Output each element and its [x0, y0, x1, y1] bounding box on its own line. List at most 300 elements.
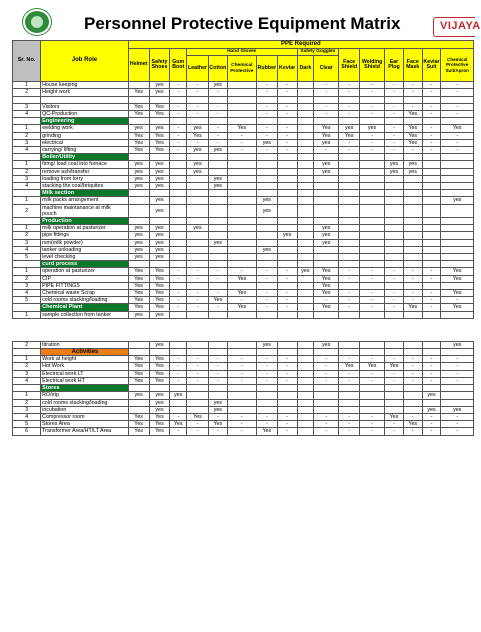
row-value-cell: [227, 341, 256, 348]
row-job-role: remove ash/transfer: [41, 168, 129, 175]
row-value-cell: -: [170, 139, 187, 146]
row-value-cell: Yes: [227, 275, 256, 282]
row-value-cell: yes: [149, 406, 170, 413]
row-value-cell: -: [314, 103, 339, 110]
row-value-cell: -: [256, 377, 277, 384]
row-value-cell: [385, 399, 404, 406]
section-row: [13, 261, 474, 268]
row-value-cell: -: [314, 428, 339, 435]
row-value-cell: -: [208, 304, 227, 311]
row-value-cell: [277, 118, 297, 125]
row-value-cell: -: [256, 125, 277, 132]
row-value-cell: [339, 392, 360, 399]
row-value-cell: [256, 183, 277, 190]
row-value-cell: yes: [149, 168, 170, 175]
row-value-cell: -: [339, 89, 360, 96]
row-sno: 2: [13, 132, 41, 139]
row-value-cell: [170, 385, 187, 392]
row-value-cell: yes: [360, 125, 385, 132]
row-sno: 2: [13, 168, 41, 175]
row-value-cell: -: [314, 413, 339, 420]
row-value-cell: [227, 204, 256, 217]
row-value-cell: -: [403, 377, 422, 384]
row-value-cell: [256, 161, 277, 168]
row-job-role: level checking: [41, 254, 129, 261]
row-value-cell: [339, 341, 360, 348]
row-value-cell: Yes: [403, 421, 422, 428]
row-value-cell: yes: [128, 161, 149, 168]
row-value-cell: [256, 96, 277, 103]
row-value-cell: [422, 311, 441, 318]
row-value-cell: -: [441, 377, 474, 384]
row-value-cell: [422, 197, 441, 204]
row-value-cell: -: [422, 297, 441, 304]
row-value-cell: -: [385, 110, 404, 117]
row-job-role: Chemical Plant: [41, 304, 129, 311]
header-col-ear-plug: Ear Plug: [385, 49, 404, 82]
row-value-cell: -: [385, 275, 404, 282]
row-value-cell: -: [422, 377, 441, 384]
row-value-cell: [149, 190, 170, 197]
row-value-cell: -: [277, 125, 297, 132]
row-value-cell: -: [403, 413, 422, 420]
row-value-cell: [339, 96, 360, 103]
row-value-cell: yes: [187, 147, 209, 154]
row-value-cell: [227, 103, 256, 110]
row-value-cell: -: [339, 413, 360, 420]
row-value-cell: -: [187, 89, 209, 96]
table-row: [13, 399, 474, 406]
row-value-cell: [385, 154, 404, 161]
row-value-cell: [360, 96, 385, 103]
row-value-cell: Yes: [314, 282, 339, 289]
row-value-cell: [256, 168, 277, 175]
row-value-cell: [149, 118, 170, 125]
row-value-cell: [297, 370, 314, 377]
row-value-cell: -: [441, 356, 474, 363]
section-row: [13, 218, 474, 225]
table-row: [13, 89, 474, 96]
row-value-cell: yes: [149, 225, 170, 232]
row-value-cell: [297, 232, 314, 239]
row-value-cell: yes: [403, 161, 422, 168]
row-job-role: welding work: [41, 125, 129, 132]
row-value-cell: [170, 261, 187, 268]
table-row: [13, 268, 474, 275]
row-value-cell: yes: [187, 225, 209, 232]
row-value-cell: -: [187, 275, 209, 282]
table-row: [13, 125, 474, 132]
table-row: [13, 297, 474, 304]
row-value-cell: [339, 311, 360, 318]
row-value-cell: yes: [149, 161, 170, 168]
row-value-cell: -: [441, 103, 474, 110]
row-value-cell: -: [360, 132, 385, 139]
row-value-cell: Yes: [128, 290, 149, 297]
row-value-cell: [227, 168, 256, 175]
row-value-cell: [297, 103, 314, 110]
row-value-cell: -: [385, 139, 404, 146]
row-sno: 4: [13, 246, 41, 253]
row-value-cell: [360, 183, 385, 190]
row-value-cell: [227, 154, 256, 161]
row-value-cell: -: [422, 290, 441, 297]
row-value-cell: -: [422, 356, 441, 363]
section-row: [13, 385, 474, 392]
row-value-cell: -: [277, 110, 297, 117]
row-value-cell: -: [277, 103, 297, 110]
row-value-cell: [227, 232, 256, 239]
table-row: [13, 204, 474, 217]
table-row: [13, 290, 474, 297]
row-value-cell: -: [360, 421, 385, 428]
row-sno: [13, 118, 41, 125]
table-row: [13, 428, 474, 435]
row-value-cell: Yes: [128, 132, 149, 139]
row-value-cell: -: [277, 268, 297, 275]
row-value-cell: [314, 246, 339, 253]
row-value-cell: -: [277, 413, 297, 420]
row-value-cell: -: [339, 139, 360, 146]
row-value-cell: -: [385, 304, 404, 311]
row-value-cell: [403, 225, 422, 232]
row-value-cell: [208, 349, 227, 356]
row-value-cell: yes: [256, 341, 277, 348]
row-value-cell: -: [277, 428, 297, 435]
row-value-cell: [441, 282, 474, 289]
row-value-cell: [297, 428, 314, 435]
row-value-cell: -: [360, 268, 385, 275]
row-value-cell: -: [339, 275, 360, 282]
row-value-cell: yes: [149, 392, 170, 399]
row-value-cell: [277, 311, 297, 318]
row-value-cell: -: [441, 147, 474, 154]
row-value-cell: [441, 96, 474, 103]
row-value-cell: [297, 204, 314, 217]
row-job-role: [41, 96, 129, 103]
row-value-cell: -: [187, 370, 209, 377]
row-value-cell: [227, 218, 256, 225]
row-value-cell: -: [187, 139, 209, 146]
row-sno: 1: [13, 356, 41, 363]
row-value-cell: [441, 254, 474, 261]
row-value-cell: [441, 232, 474, 239]
row-sno: 5: [13, 421, 41, 428]
row-sno: [13, 304, 41, 311]
row-value-cell: [256, 311, 277, 318]
row-value-cell: -: [277, 370, 297, 377]
row-sno: 3: [13, 370, 41, 377]
row-job-role: Visitors: [41, 103, 129, 110]
row-value-cell: Yes: [385, 363, 404, 370]
row-value-cell: -: [403, 147, 422, 154]
row-value-cell: [441, 246, 474, 253]
row-value-cell: [297, 341, 314, 348]
row-value-cell: [385, 225, 404, 232]
row-value-cell: -: [187, 428, 209, 435]
row-value-cell: -: [208, 132, 227, 139]
row-value-cell: Yes: [339, 132, 360, 139]
row-value-cell: -: [208, 110, 227, 117]
row-value-cell: -: [360, 110, 385, 117]
row-value-cell: Yes: [208, 421, 227, 428]
header-col-leather: Leather: [187, 56, 209, 82]
row-value-cell: -: [422, 421, 441, 428]
row-job-role: operation at pasturizer: [41, 268, 129, 275]
row-value-cell: -: [170, 132, 187, 139]
header-col-rubber: Rubber: [256, 56, 277, 82]
row-value-cell: [385, 349, 404, 356]
row-value-cell: -: [441, 428, 474, 435]
row-value-cell: [277, 154, 297, 161]
row-value-cell: [208, 218, 227, 225]
row-value-cell: [403, 399, 422, 406]
row-value-cell: [170, 197, 187, 204]
row-value-cell: -: [385, 297, 404, 304]
row-value-cell: -: [170, 103, 187, 110]
row-sno: [13, 349, 41, 356]
row-sno: 1: [13, 197, 41, 204]
table-row: [13, 341, 474, 348]
row-value-cell: -: [385, 356, 404, 363]
row-value-cell: yes: [208, 399, 227, 406]
row-value-cell: [385, 175, 404, 182]
section-row: [13, 118, 474, 125]
row-value-cell: [227, 225, 256, 232]
row-value-cell: [277, 349, 297, 356]
row-value-cell: -: [208, 356, 227, 363]
row-value-cell: [422, 218, 441, 225]
row-job-role: Stores Area: [41, 421, 129, 428]
row-value-cell: -: [403, 82, 422, 89]
row-value-cell: [170, 190, 187, 197]
row-value-cell: [227, 349, 256, 356]
row-value-cell: -: [256, 304, 277, 311]
row-value-cell: [227, 82, 256, 89]
row-value-cell: [297, 311, 314, 318]
row-value-cell: -: [256, 363, 277, 370]
row-value-cell: -: [422, 413, 441, 420]
row-value-cell: -: [422, 103, 441, 110]
row-job-role: Electrical work LT: [41, 370, 129, 377]
row-value-cell: -: [227, 147, 256, 154]
row-value-cell: [360, 225, 385, 232]
row-value-cell: [187, 239, 209, 246]
row-value-cell: Yes: [128, 356, 149, 363]
row-value-cell: [277, 190, 297, 197]
row-value-cell: -: [256, 147, 277, 154]
row-sno: 1: [13, 311, 41, 318]
row-value-cell: Yes: [149, 363, 170, 370]
row-value-cell: [297, 363, 314, 370]
row-value-cell: [277, 204, 297, 217]
row-value-cell: -: [339, 356, 360, 363]
row-value-cell: -: [385, 377, 404, 384]
row-value-cell: [187, 232, 209, 239]
row-value-cell: -: [403, 103, 422, 110]
row-value-cell: -: [170, 377, 187, 384]
row-value-cell: [403, 197, 422, 204]
row-value-cell: [277, 96, 297, 103]
table-row: [13, 275, 474, 282]
row-value-cell: -: [170, 370, 187, 377]
row-value-cell: Yes: [227, 290, 256, 297]
row-value-cell: [227, 183, 256, 190]
row-value-cell: [339, 225, 360, 232]
row-value-cell: [385, 246, 404, 253]
row-value-cell: [297, 297, 314, 304]
row-value-cell: -: [441, 82, 474, 89]
row-job-role: firing/ load coal into furnace: [41, 161, 129, 168]
row-value-cell: -: [403, 89, 422, 96]
row-value-cell: yes: [187, 168, 209, 175]
row-value-cell: -: [277, 139, 297, 146]
row-value-cell: -: [385, 428, 404, 435]
row-value-cell: yes: [149, 341, 170, 348]
row-value-cell: -: [385, 125, 404, 132]
row-value-cell: [227, 190, 256, 197]
row-value-cell: yes: [314, 225, 339, 232]
row-value-cell: Yes: [149, 290, 170, 297]
row-value-cell: [227, 261, 256, 268]
row-value-cell: [128, 118, 149, 125]
row-value-cell: Yes: [339, 363, 360, 370]
row-value-cell: [314, 96, 339, 103]
row-value-cell: Yes: [441, 125, 474, 132]
header-col-dark: Dark: [297, 56, 314, 82]
row-value-cell: Yes: [149, 268, 170, 275]
matrix-body: [13, 82, 474, 435]
row-job-role: milk operation at pasturizer: [41, 225, 129, 232]
page-header: [0, 0, 481, 40]
row-job-role-line1: machine maintanance at milk: [42, 204, 111, 211]
row-value-cell: [297, 377, 314, 384]
row-value-cell: Yes: [149, 356, 170, 363]
row-value-cell: [297, 147, 314, 154]
row-value-cell: [422, 341, 441, 348]
brand-logo: VIJAYA: [433, 17, 475, 37]
row-value-cell: -: [314, 82, 339, 89]
table-row: [13, 363, 474, 370]
row-value-cell: -: [277, 275, 297, 282]
row-value-cell: -: [339, 82, 360, 89]
row-value-cell: Yes: [149, 428, 170, 435]
row-value-cell: -: [227, 132, 256, 139]
row-value-cell: [256, 385, 277, 392]
row-value-cell: [187, 261, 209, 268]
row-value-cell: [170, 204, 187, 217]
row-value-cell: Yes: [128, 110, 149, 117]
row-value-cell: Yes: [441, 268, 474, 275]
row-value-cell: Yes: [128, 413, 149, 420]
header-sno: Sr. No.: [13, 41, 41, 82]
row-value-cell: Yes: [128, 147, 149, 154]
row-value-cell: [385, 341, 404, 348]
row-value-cell: [170, 218, 187, 225]
row-value-cell: yes: [277, 232, 297, 239]
row-value-cell: [422, 232, 441, 239]
row-job-role: Production: [41, 218, 129, 225]
row-value-cell: -: [422, 370, 441, 377]
row-value-cell: [277, 254, 297, 261]
row-value-cell: [297, 96, 314, 103]
row-value-cell: -: [314, 147, 339, 154]
row-value-cell: Yes: [149, 370, 170, 377]
row-value-cell: [128, 96, 149, 103]
row-value-cell: Yes: [128, 377, 149, 384]
row-value-cell: [385, 232, 404, 239]
table-row: [13, 421, 474, 428]
table-row: [13, 370, 474, 377]
row-value-cell: Yes: [149, 132, 170, 139]
row-value-cell: -: [256, 82, 277, 89]
row-value-cell: Yes: [403, 304, 422, 311]
row-value-cell: -: [170, 356, 187, 363]
row-value-cell: [256, 239, 277, 246]
row-value-cell: [297, 413, 314, 420]
row-value-cell: [385, 197, 404, 204]
row-value-cell: [339, 246, 360, 253]
row-value-cell: Yes: [187, 413, 209, 420]
row-value-cell: [339, 282, 360, 289]
table-row: [13, 139, 474, 146]
row-value-cell: [208, 190, 227, 197]
row-value-cell: [385, 311, 404, 318]
row-value-cell: [403, 218, 422, 225]
row-value-cell: [422, 168, 441, 175]
row-value-cell: [339, 118, 360, 125]
header-col-welding-shield: Welding Shield: [360, 49, 385, 82]
row-value-cell: -: [422, 304, 441, 311]
table-row: [13, 392, 474, 399]
row-sno: 1: [13, 392, 41, 399]
row-value-cell: [360, 282, 385, 289]
row-value-cell: [256, 399, 277, 406]
row-value-cell: -: [360, 275, 385, 282]
row-value-cell: [314, 392, 339, 399]
row-value-cell: [187, 118, 209, 125]
row-value-cell: -: [385, 103, 404, 110]
row-value-cell: [297, 197, 314, 204]
row-value-cell: [422, 161, 441, 168]
row-value-cell: yes: [149, 125, 170, 132]
row-value-cell: [403, 175, 422, 182]
row-value-cell: -: [441, 89, 474, 96]
row-value-cell: [441, 225, 474, 232]
row-value-cell: [227, 254, 256, 261]
row-value-cell: [360, 392, 385, 399]
row-value-cell: Yes: [149, 421, 170, 428]
row-value-cell: [360, 254, 385, 261]
row-value-cell: yes: [256, 246, 277, 253]
row-value-cell: yes: [314, 341, 339, 348]
row-value-cell: [170, 154, 187, 161]
row-value-cell: [128, 82, 149, 89]
row-value-cell: yes: [149, 254, 170, 261]
row-value-cell: [208, 204, 227, 217]
row-value-cell: Yes: [149, 103, 170, 110]
row-value-cell: [297, 349, 314, 356]
row-value-cell: [277, 392, 297, 399]
row-job-role: Electrical work HT: [41, 377, 129, 384]
row-value-cell: -: [256, 370, 277, 377]
row-value-cell: -: [385, 82, 404, 89]
row-value-cell: yes: [128, 225, 149, 232]
row-value-cell: [128, 406, 149, 413]
row-value-cell: -: [385, 370, 404, 377]
row-value-cell: [403, 96, 422, 103]
row-value-cell: [297, 356, 314, 363]
